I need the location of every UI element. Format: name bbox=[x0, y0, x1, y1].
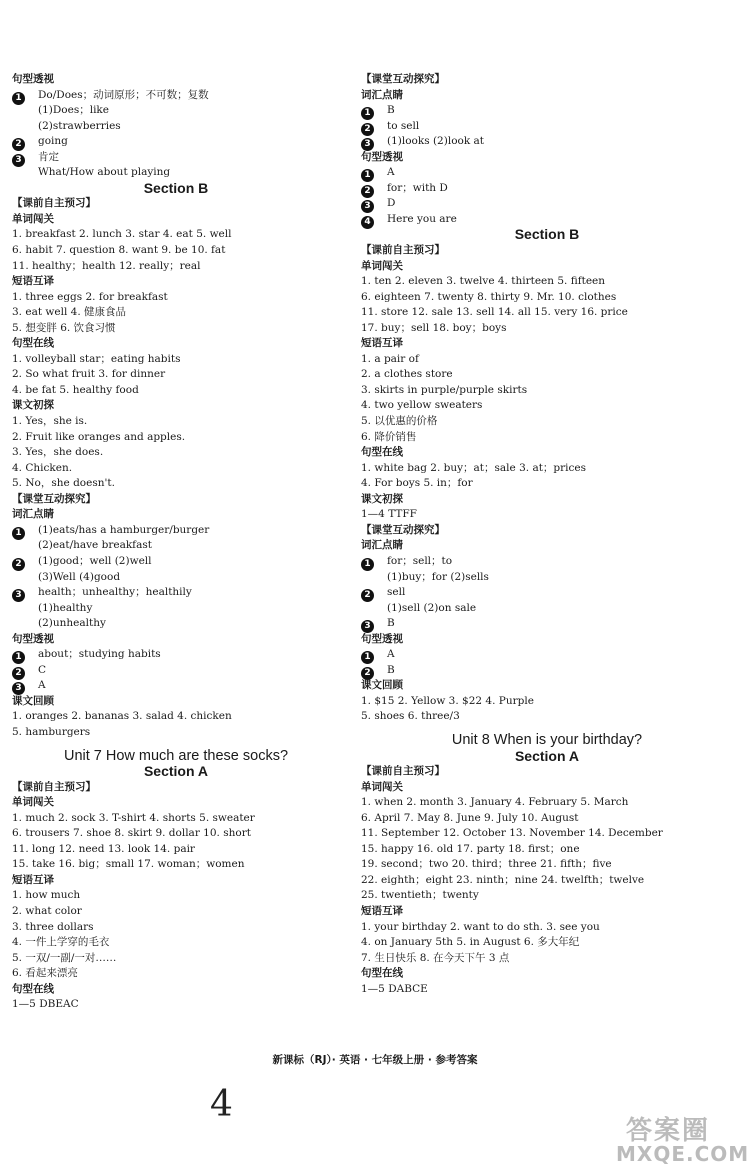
answer-line: 22. eighth；eight 23. ninth；nine 24. twelfth；twelve bbox=[361, 873, 645, 886]
answer-subline: (1)sell (2)on sale bbox=[387, 601, 477, 614]
section-heading: 【课堂互动探究】 bbox=[361, 523, 445, 536]
section-heading: 【课前自主预习】 bbox=[12, 780, 96, 793]
numbered-answer bbox=[361, 165, 733, 181]
numbered-answer bbox=[12, 554, 340, 570]
answer-line: 3. eat well 4. 健康食品 bbox=[12, 306, 126, 319]
answer-text: A bbox=[38, 679, 46, 692]
watermark-site-text: MXQE.COM bbox=[616, 1142, 750, 1166]
numbered-answer bbox=[361, 585, 733, 601]
numbered-answer bbox=[12, 647, 340, 663]
section-heading: 词汇点睛 bbox=[12, 508, 54, 521]
section-title: Section B bbox=[514, 226, 580, 243]
answer-line: 6. eighteen 7. twenty 8. thirty 9. Mr. 10. clothes bbox=[361, 290, 617, 303]
answer-text: Here you are bbox=[387, 212, 457, 225]
numbered-answer bbox=[361, 212, 733, 228]
numbered-answer bbox=[361, 134, 733, 150]
answer-line: 1. breakfast 2. lunch 3. star 4. eat 5. well bbox=[12, 228, 232, 241]
circled-number-icon: 2 bbox=[361, 123, 374, 136]
section-heading: 【课前自主预习】 bbox=[12, 197, 96, 210]
answer-line: 3. three dollars bbox=[12, 920, 94, 933]
numbered-answer bbox=[12, 663, 340, 679]
answer-line: 4. two yellow sweaters bbox=[361, 399, 483, 412]
answer-line: 25. twentieth；twenty bbox=[361, 889, 479, 902]
answer-text: C bbox=[38, 663, 47, 676]
section-heading: 句型透视 bbox=[361, 632, 403, 645]
answer-text: sell bbox=[387, 586, 406, 599]
circled-number-icon: 2 bbox=[361, 185, 374, 198]
answer-line: 11. store 12. sale 13. sell 14. all 15. very 16. price bbox=[361, 306, 628, 319]
numbered-answer bbox=[361, 554, 733, 570]
circled-number-icon: 3 bbox=[361, 620, 374, 633]
answer-subline: (3)Well (4)good bbox=[38, 570, 121, 583]
answer-line: 2. So what fruit 3. for dinner bbox=[12, 368, 166, 381]
section-heading: 单词闯关 bbox=[361, 259, 403, 272]
answer-text: B bbox=[387, 104, 395, 117]
circled-number-icon: 1 bbox=[12, 651, 25, 664]
answer-line: 5. hamburgers bbox=[12, 725, 91, 738]
numbered-answer bbox=[361, 119, 733, 135]
circled-number-icon: 2 bbox=[361, 667, 374, 680]
section-heading: 句型透视 bbox=[12, 632, 54, 645]
answer-line: 7. 生日快乐 8. 在今天下午 3 点 bbox=[361, 951, 510, 964]
answer-line: 1. white bag 2. buy；at；sale 3. at；prices bbox=[361, 461, 587, 474]
answer-text: (1)eats/has a hamburger/burger bbox=[38, 523, 210, 536]
section-heading: 句型透视 bbox=[361, 150, 403, 163]
circled-number-icon: 4 bbox=[361, 216, 374, 229]
answer-line: 1. when 2. month 3. January 4. February 5. March bbox=[361, 796, 629, 809]
numbered-answer bbox=[361, 647, 733, 663]
answer-line: 2. Fruit like oranges and apples. bbox=[12, 430, 186, 443]
circled-number-icon: 3 bbox=[361, 138, 374, 151]
answer-line: 6. April 7. May 8. June 9. July 10. August bbox=[361, 811, 579, 824]
answer-text: A bbox=[387, 166, 395, 179]
answer-line: 11. healthy；health 12. really；real bbox=[12, 259, 201, 272]
section-heading: 句型在线 bbox=[12, 337, 54, 350]
circled-number-icon: 2 bbox=[12, 138, 25, 151]
circled-number-icon: 1 bbox=[12, 527, 25, 540]
answer-line: 1—4 TTFF bbox=[361, 508, 417, 521]
answer-text: A bbox=[387, 648, 395, 661]
circled-number-icon: 2 bbox=[12, 558, 25, 571]
section-heading: 单词闯关 bbox=[12, 796, 54, 809]
answer-line: 4. 一件上学穿的毛衣 bbox=[12, 936, 110, 949]
section-heading: 短语互译 bbox=[361, 337, 403, 350]
answer-line: 1. a pair of bbox=[361, 352, 419, 365]
circled-number-icon: 1 bbox=[361, 558, 374, 571]
answer-line: 1. Yes，she is. bbox=[12, 415, 88, 428]
answer-line: 11. long 12. need 13. look 14. pair bbox=[12, 842, 195, 855]
section-title: Section A bbox=[143, 763, 209, 780]
answer-text: for；with D bbox=[387, 181, 448, 194]
numbered-answer bbox=[12, 88, 340, 104]
answer-line: 5. 想变胖 6. 饮食习惯 bbox=[12, 321, 116, 334]
answer-line: 1. how much bbox=[12, 889, 81, 902]
answer-subline: (2)strawberries bbox=[38, 119, 121, 132]
circled-number-icon: 3 bbox=[12, 154, 25, 167]
answer-line: 1—5 DBEAC bbox=[12, 998, 79, 1011]
answer-subline: What/How about playing bbox=[38, 166, 171, 179]
answer-line: 15. take 16. big；small 17. woman；women bbox=[12, 858, 245, 871]
section-heading: 句型在线 bbox=[12, 982, 54, 995]
section-title: Section B bbox=[143, 179, 209, 196]
section-heading: 词汇点睛 bbox=[361, 88, 403, 101]
answer-subline: (1)Does；like bbox=[38, 104, 110, 117]
answer-line: 1. $15 2. Yellow 3. $22 4. Purple bbox=[361, 694, 534, 707]
answer-line: 19. second；two 20. third；three 21. fifth；five bbox=[361, 858, 612, 871]
answer-line: 4. Chicken. bbox=[12, 461, 73, 474]
section-heading: 【课堂互动探究】 bbox=[361, 73, 445, 85]
page-footer: 新课标（RJ）· 英语 · 七年级上册 · 参考答案 bbox=[272, 1054, 478, 1066]
numbered-answer bbox=[12, 134, 340, 150]
answer-text: going bbox=[38, 135, 68, 148]
section-heading: 单词闯关 bbox=[361, 780, 403, 793]
answer-text: D bbox=[387, 197, 396, 210]
answer-line: 4. on January 5th 5. in August 6. 多大年纪 bbox=[361, 936, 580, 949]
numbered-answer bbox=[12, 523, 340, 539]
unit-title: Unit 8 When is your birthday? bbox=[451, 731, 643, 748]
answer-text: for；sell；to bbox=[387, 554, 453, 567]
section-heading: 【课前自主预习】 bbox=[361, 244, 445, 257]
handwritten-page-number: 4 bbox=[210, 1084, 233, 1125]
answer-line: 1. three eggs 2. for breakfast bbox=[12, 290, 168, 303]
section-heading: 句型在线 bbox=[361, 446, 403, 459]
answer-subline: (2)unhealthy bbox=[38, 617, 106, 630]
numbered-answer bbox=[12, 150, 340, 166]
answer-line: 1—5 DABCE bbox=[361, 982, 428, 995]
answer-line: 15. happy 16. old 17. party 18. first；one bbox=[361, 842, 580, 855]
section-heading: 短语互译 bbox=[361, 904, 403, 917]
answer-line: 6. trousers 7. shoe 8. skirt 9. dollar 10. short bbox=[12, 827, 251, 840]
answer-line: 6. habit 7. question 8. want 9. be 10. fat bbox=[12, 244, 226, 257]
section-title: Section A bbox=[514, 747, 580, 764]
section-heading: 句型在线 bbox=[361, 967, 403, 980]
answer-text: health；unhealthy；healthily bbox=[38, 586, 192, 599]
answer-line: 6. 看起来漂亮 bbox=[12, 967, 78, 980]
answer-text: (1)looks (2)look at bbox=[387, 135, 485, 148]
numbered-answer bbox=[361, 196, 733, 212]
numbered-answer bbox=[361, 616, 733, 632]
circled-number-icon: 3 bbox=[12, 682, 25, 695]
watermark bbox=[606, 1110, 750, 1166]
circled-number-icon: 1 bbox=[361, 107, 374, 120]
section-heading: 句型透视 bbox=[12, 73, 54, 85]
answer-subline: (1)buy；for (2)sells bbox=[387, 570, 489, 583]
left-column bbox=[12, 72, 340, 1013]
circled-number-icon: 1 bbox=[361, 169, 374, 182]
answer-text: 肯定 bbox=[38, 150, 59, 163]
answer-line: 1. oranges 2. bananas 3. salad 4. chicken bbox=[12, 710, 232, 723]
circled-number-icon: 1 bbox=[12, 92, 25, 105]
right-column bbox=[361, 72, 733, 997]
answer-subline: (2)eat/have breakfast bbox=[38, 539, 152, 552]
section-heading: 短语互译 bbox=[12, 275, 54, 288]
circled-number-icon: 2 bbox=[12, 667, 25, 680]
answer-line: 17. buy；sell 18. boy；boys bbox=[361, 321, 507, 334]
circled-number-icon: 2 bbox=[361, 589, 374, 602]
section-heading: 课文初探 bbox=[361, 492, 403, 505]
answer-text: B bbox=[387, 663, 395, 676]
answer-text: (1)good；well (2)well bbox=[38, 554, 152, 567]
answer-line: 5. 一双/一副/一对…… bbox=[12, 951, 117, 964]
circled-number-icon: 1 bbox=[361, 651, 374, 664]
section-heading: 课文回顾 bbox=[361, 679, 403, 692]
numbered-answer bbox=[361, 663, 733, 679]
section-heading: 【课堂互动探究】 bbox=[12, 492, 96, 505]
answer-line: 1. your birthday 2. want to do sth. 3. see you bbox=[361, 920, 600, 933]
answer-line: 6. 降价销售 bbox=[361, 430, 417, 443]
answer-line: 11. September 12. October 13. November 14. December bbox=[361, 827, 663, 840]
answer-line: 1. volleyball star；eating habits bbox=[12, 352, 181, 365]
answer-line: 5. 以优惠的价格 bbox=[361, 415, 438, 428]
answer-text: B bbox=[387, 617, 395, 630]
circled-number-icon: 3 bbox=[12, 589, 25, 602]
section-heading: 词汇点睛 bbox=[361, 539, 403, 552]
section-heading: 【课前自主预习】 bbox=[361, 765, 445, 778]
answer-text: Do/Does；动词原形；不可数；复数 bbox=[38, 88, 209, 101]
answer-line: 2. what color bbox=[12, 904, 82, 917]
section-heading: 课文回顾 bbox=[12, 694, 54, 707]
numbered-answer bbox=[12, 678, 340, 694]
unit-title: Unit 7 How much are these socks? bbox=[63, 747, 289, 764]
numbered-answer bbox=[361, 103, 733, 119]
section-heading: 课文初探 bbox=[12, 399, 54, 412]
answer-line: 5. shoes 6. three/3 bbox=[361, 710, 460, 723]
answer-line: 1. ten 2. eleven 3. twelve 4. thirteen 5. fifteen bbox=[361, 275, 606, 288]
circled-number-icon: 3 bbox=[361, 200, 374, 213]
answer-text: to sell bbox=[387, 119, 420, 132]
answer-line: 3. Yes，she does. bbox=[12, 446, 104, 459]
answer-line: 3. skirts in purple/purple skirts bbox=[361, 383, 528, 396]
answer-line: 1. much 2. sock 3. T-shirt 4. shorts 5. sweater bbox=[12, 811, 255, 824]
answer-subline: (1)healthy bbox=[38, 601, 93, 614]
numbered-answer bbox=[361, 181, 733, 197]
answer-line: 4. be fat 5. healthy food bbox=[12, 383, 139, 396]
answer-line: 5. No，she doesn't. bbox=[12, 477, 115, 490]
numbered-answer bbox=[12, 585, 340, 601]
section-heading: 短语互译 bbox=[12, 873, 54, 886]
watermark-logo-text: 答案圈 bbox=[626, 1116, 711, 1146]
answer-text: about；studying habits bbox=[38, 648, 161, 661]
section-heading: 单词闯关 bbox=[12, 212, 54, 225]
answer-line: 4. For boys 5. in；for bbox=[361, 477, 473, 490]
answer-line: 2. a clothes store bbox=[361, 368, 453, 381]
